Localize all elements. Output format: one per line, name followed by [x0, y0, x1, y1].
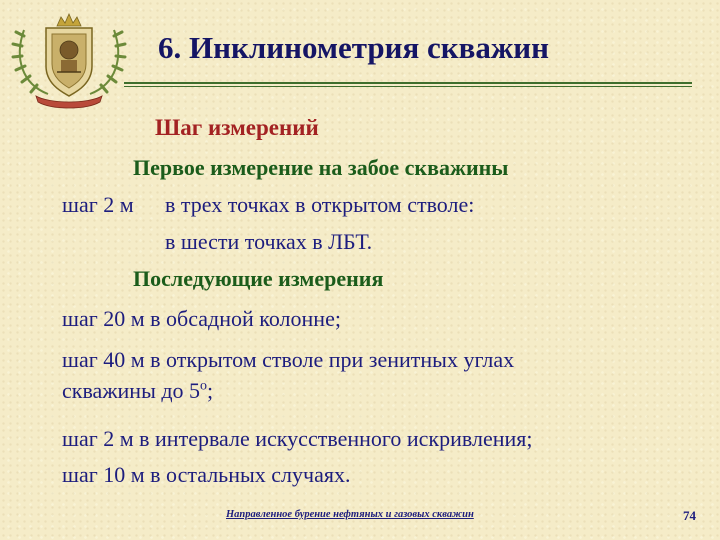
- step10-text: шаг 10 м в остальных случаях.: [62, 462, 351, 487]
- step2-label: шаг 2 м: [62, 192, 134, 217]
- step40-text-line2: [62, 378, 213, 404]
- subsequent-measurements-subheading: Последующие измерения: [133, 266, 384, 291]
- step40-line2-text: скважины до 5: [62, 378, 201, 403]
- step2-interval-text: шаг 2 м в интервале искусственного искривления;: [62, 426, 533, 451]
- section-heading: Шаг измерений: [155, 115, 319, 140]
- step2-lbt-text: в шести точках в ЛБТ.: [165, 229, 373, 254]
- footer-text: Направленное бурение нефтяных и газовых скважин: [226, 509, 474, 520]
- slide-title: 6. Инклинометрия скважин: [158, 30, 550, 65]
- step20-text: шаг 20 м в обсадной колонне;: [62, 306, 341, 331]
- step40-line2-end: ;: [207, 378, 214, 403]
- step40-text-line1: шаг 40 м в открытом стволе при зенитных углах: [62, 347, 515, 372]
- page-number: 74: [683, 508, 696, 523]
- degree-superscript: о: [200, 378, 208, 394]
- step2-open-text: в трех точках в открытом стволе:: [165, 192, 475, 217]
- first-measurement-subheading: Первое измерение на забое скважины: [133, 155, 509, 180]
- university-emblem-icon: [10, 6, 128, 110]
- title-divider: [124, 82, 692, 88]
